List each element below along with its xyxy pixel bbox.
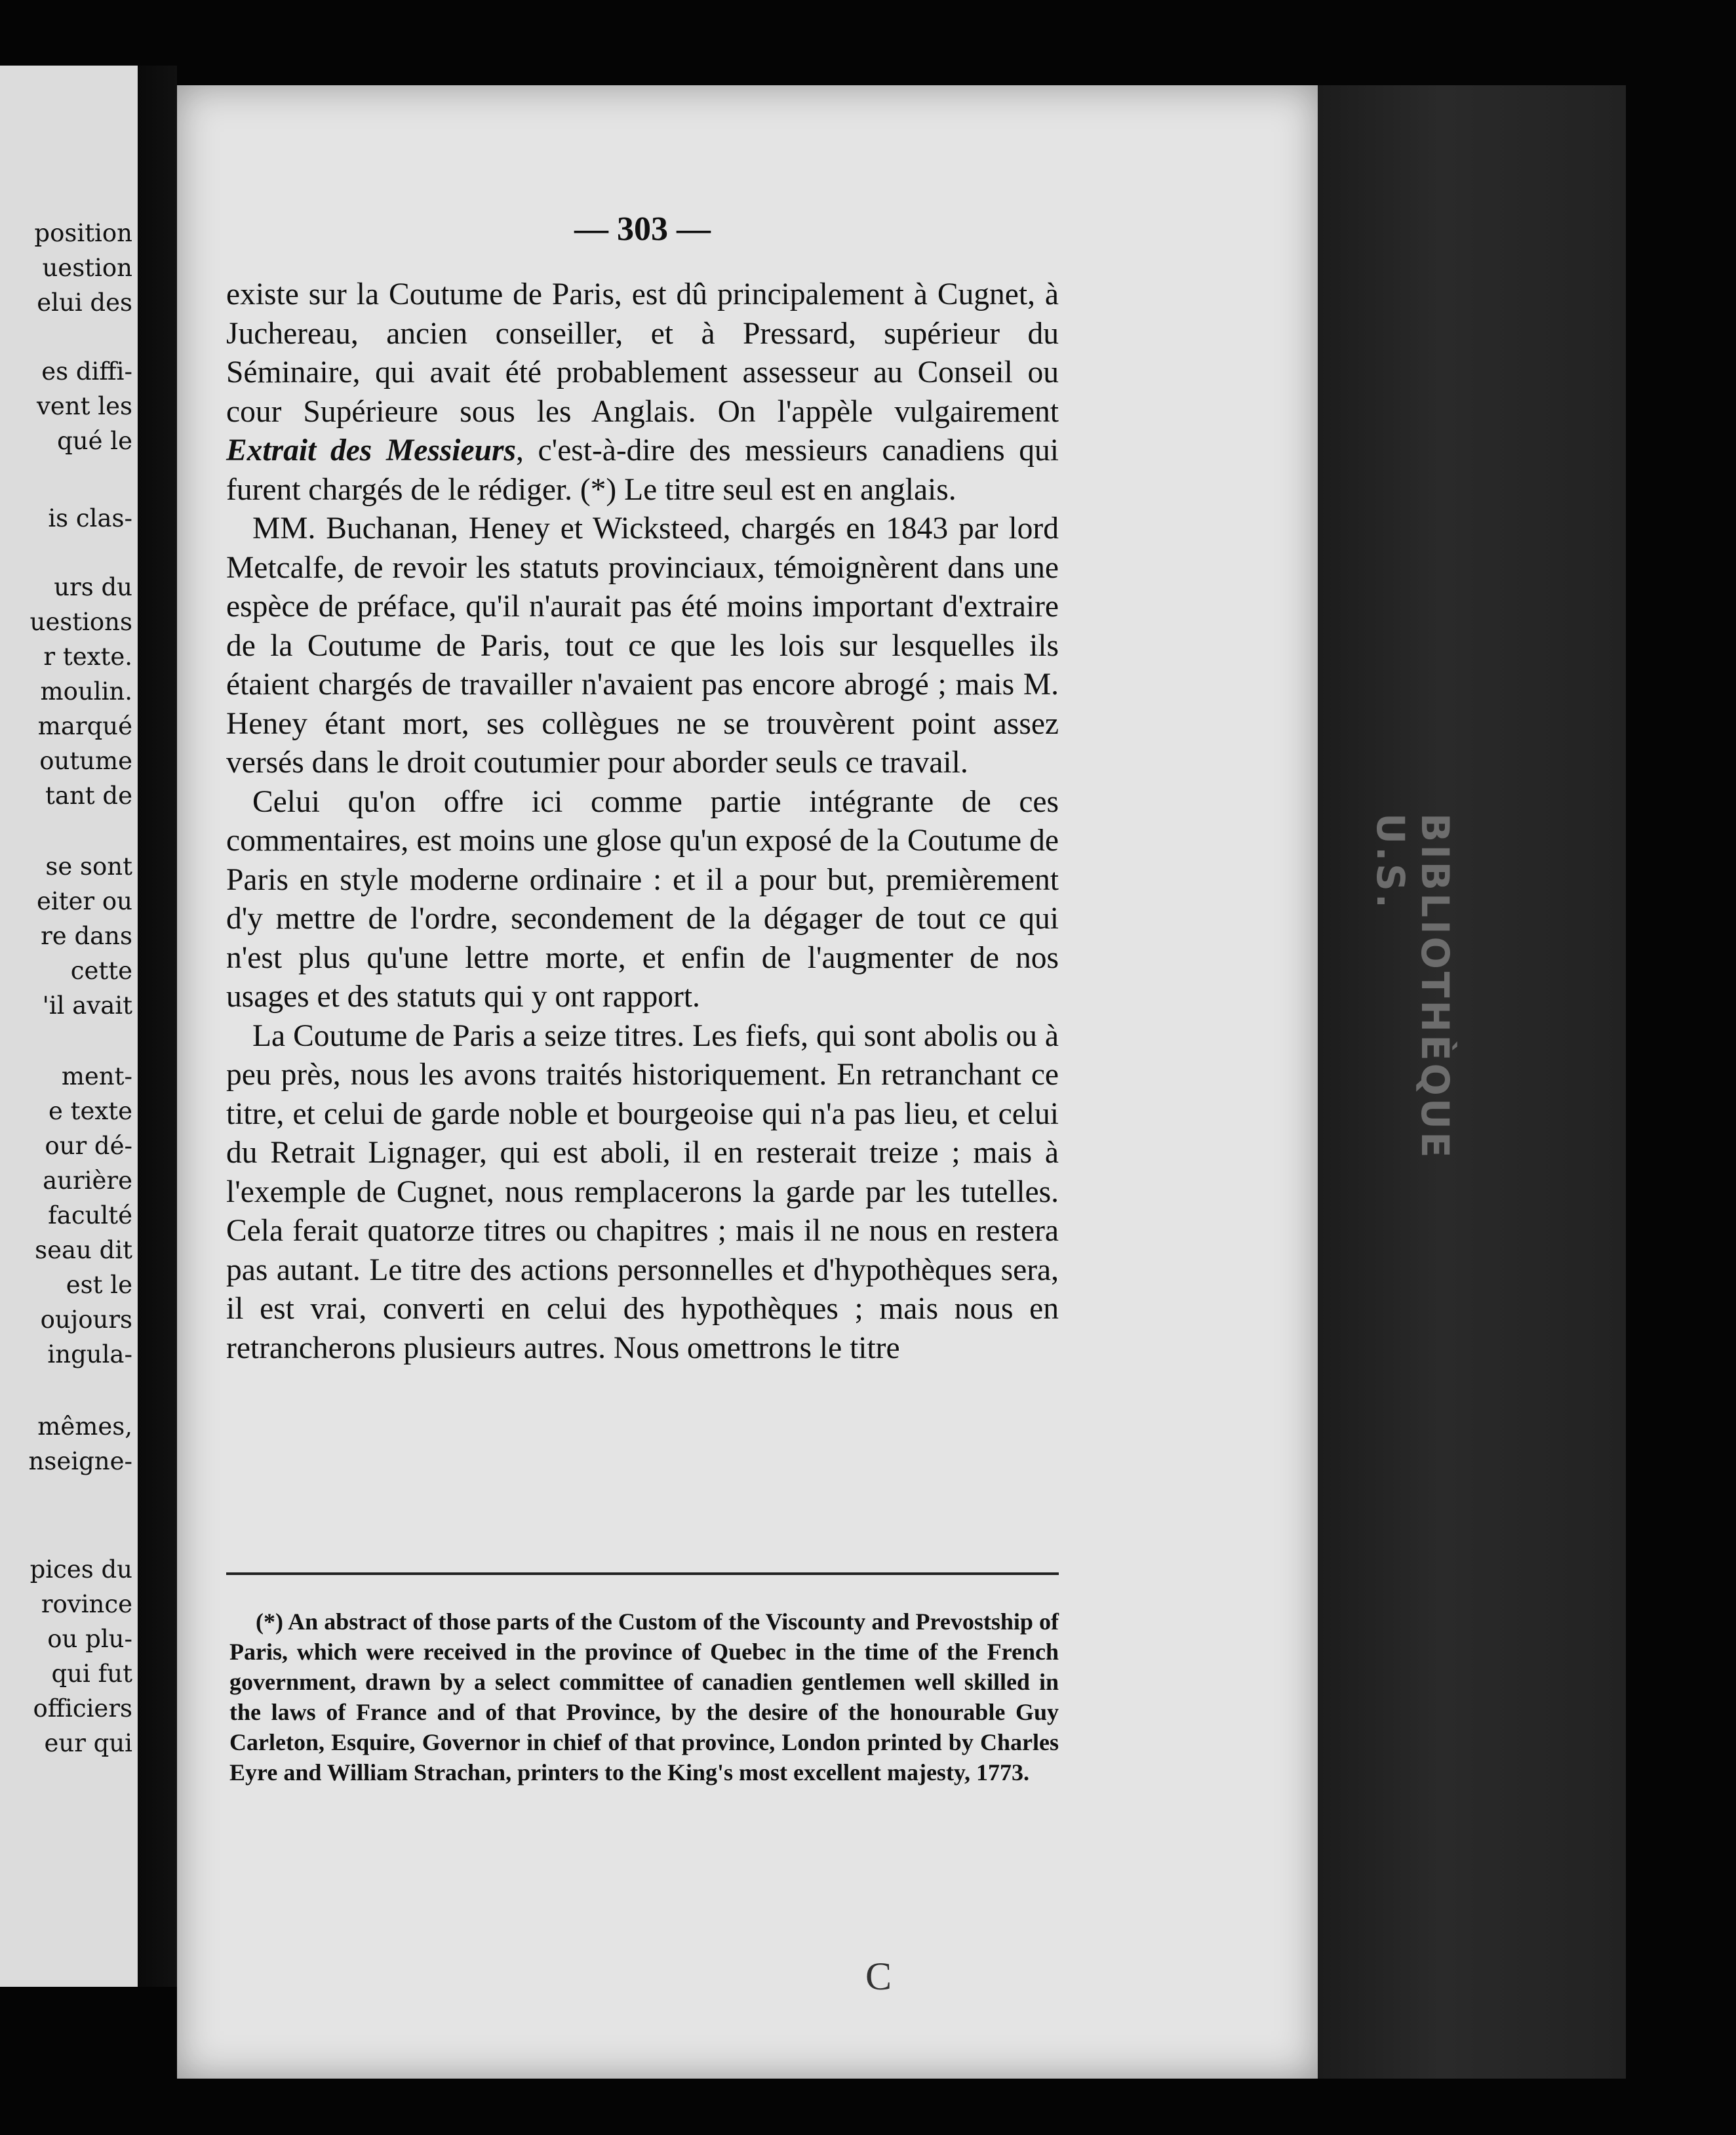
paragraph-1-emphasis: Extrait des Messieurs (226, 433, 516, 468)
previous-page-line-fragment: re dans (41, 922, 132, 950)
previous-page-line-fragment: officiers (33, 1694, 132, 1723)
previous-page-fragment (0, 66, 138, 1987)
book-gutter (138, 66, 177, 1987)
previous-page-line-fragment: pices du (30, 1555, 132, 1584)
previous-page-line-fragment: oujours (40, 1306, 132, 1334)
paragraph-2: MM. Buchanan, Heney et Wicksteed, chargés en 1843 par lord Metcalfe, de revoir les statuts provinciaux, témoignèrent dans une espèce de préface, qu'il n'aurait pas été moins important d'extraire de la Coutume de Paris, tout ce que les lois sur lesquelles ils étaient chargés de travailler n'avaient pas encore abrogé ; mais M. Heney étant mort, ses collègues ne se trouvèrent point assez versés dans le droit coutumier pour aborder seuls ce travail. (226, 511, 1059, 780)
previous-page-line-fragment: eiter ou (36, 887, 132, 915)
previous-page-line-fragment: ou plu- (47, 1625, 132, 1653)
previous-page-line-fragment: tant de (45, 782, 132, 810)
previous-page-line-fragment: r texte. (43, 643, 132, 671)
body-text (226, 275, 1059, 1368)
previous-page-line-fragment: ment- (61, 1062, 132, 1090)
footnote: (*) An abstract of those parts of the Custom of the Viscounty and Prevostship of Paris, which were received in the province of Quebec in the time of the French government, drawn by a select committee of canadien gentlemen well skilled in the laws of France and of that Province, by the desire of the honourable Guy Carleton, Esquire, Governor in chief of that province, London printed by Charles Eyre and William Strachan, printers to the King's most excellent majesty, 1773. (229, 1608, 1059, 1786)
previous-page-line-fragment: est le (66, 1271, 132, 1299)
previous-page-line-fragment: es diffi- (41, 357, 132, 386)
previous-page-line-fragment: uestions (30, 608, 132, 636)
previous-page-line-fragment: nseigne- (28, 1447, 132, 1475)
previous-page-line-fragment: position (34, 219, 132, 247)
previous-page-line-fragment: eur qui (44, 1729, 132, 1757)
paragraph-3: Celui qu'on offre ici comme partie intégrante de ces commentaires, est moins une glose qu'un exposé de la Coutume de Paris en style moderne ordinaire : et il a pour but, premièrement d'y mettre de l'ordre, secondement de la dégager de tout ce qui n'est plus qu'une lettre morte, et enfin de l'augmenter de nos usages et des statuts qui y ont rapport. (226, 784, 1059, 1014)
previous-page-line-fragment: cette (70, 957, 132, 985)
previous-page-line-fragment: is clas- (48, 504, 132, 532)
previous-page-line-fragment: mêmes, (37, 1412, 132, 1441)
paragraph-1-text-a: existe sur la Coutume de Paris, est dû principalement à Cugnet, à Juchereau, ancien conseiller, et à Pressard, supérieur du Séminaire, qui avait été probablement assesseur au Conseil ou cour Supérieure sous les Anglais. On l'appèle vulgairement (226, 277, 1059, 429)
previous-page-line-fragment: vent les (37, 392, 132, 420)
paragraph-4: La Coutume de Paris a seize titres. Les fiefs, qui sont abolis ou à peu près, nous les avons traités historiquement. En retranchant ce titre, et celui de garde noble et bourgeoise qui n'a pas lieu, et celui du Retrait Lignager, qui est aboli, il en resterait treize ; mais à l'exemple de Cugnet, nous remplacerons la garde par les tutelles. Cela ferait quatorze titres ou chapitres ; mais il ne nous en restera pas autant. Le titre des actions personnelles et d'hypothèques sera, il est vrai, converti en celui des hypothèques ; mais nous en retrancherons plusieurs autres. Nous omettrons le titre (226, 1018, 1059, 1365)
previous-page-line-fragment: qui fut (51, 1660, 132, 1688)
previous-page-line-fragment: outume (39, 747, 132, 775)
footnote-separator (226, 1572, 1059, 1575)
paragraph-1 (226, 275, 1059, 509)
previous-page-line-fragment: moulin. (40, 677, 132, 706)
previous-page-line-fragment: e texte (48, 1097, 132, 1125)
previous-page-line-fragment: faculté (48, 1201, 132, 1229)
library-stamp: BIBLIOTHÈQUE U.S. (1368, 813, 1457, 1161)
page-edge-stack (1318, 85, 1626, 2079)
previous-page-line-fragment: marqué (37, 712, 132, 740)
previous-page-line-fragment: 'il avait (42, 991, 132, 1020)
previous-page-line-fragment: ingula- (47, 1340, 132, 1368)
previous-page-line-fragment: urs du (54, 573, 132, 601)
previous-page-line-fragment: se sont (45, 852, 132, 881)
previous-page-line-fragment: aurière (43, 1167, 132, 1195)
previous-page-line-fragment: qué le (57, 427, 132, 455)
page-number: — 303 — (574, 210, 711, 248)
previous-page-line-fragment: elui des (37, 289, 132, 317)
previous-page-line-fragment: our dé- (45, 1132, 132, 1160)
previous-page-line-fragment: seau dit (35, 1236, 132, 1264)
paragraph-1-text-b: , c'est-à-dire des messieurs canadiens qui furent chargés de le rédiger. (*) Le titre seul est en anglais. (226, 433, 1059, 507)
previous-page-line-fragment: uestion (42, 254, 132, 282)
previous-page-line-fragment: rovince (41, 1590, 132, 1618)
stray-mark: C (865, 1955, 892, 1998)
